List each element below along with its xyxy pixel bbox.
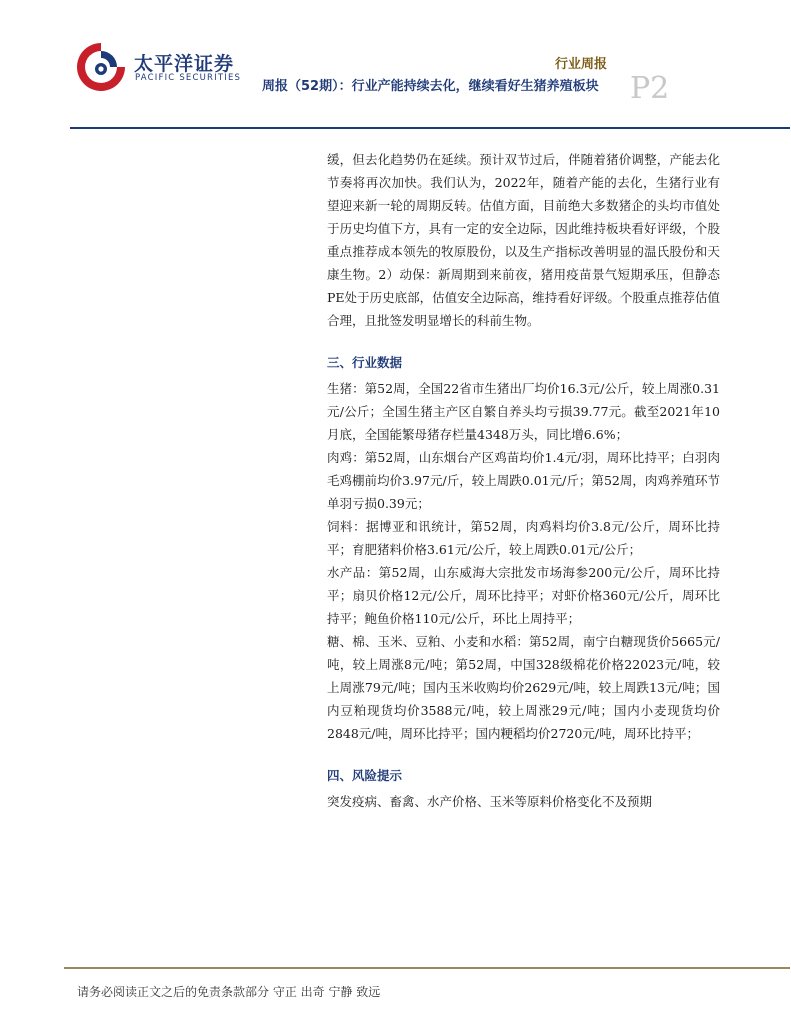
main-content xyxy=(327,148,720,813)
pacific-securities-logo-icon xyxy=(74,40,128,94)
intro-paragraph: 缓，但去化趋势仍在延续。预计双节过后，伴随着猪价调整，产能去化节奏将再次加快。我们认为，2022年，随着产能的去化，生猪行业有望迎来新一轮的周期反转。估值方面，目前绝大多数猪企的头均市值处于历史均值下方，具有一定的安全边际，因此维持板块看好评级，个股重点推荐成本领先的牧原股份，以及生产指标改善明显的温氏股份和天康生物。2）动保：新周期到来前夜，猪用疫苗景气短期承压，但静态PE处于历史底部，估值安全边际高，维持看好评级。个股重点推荐估值合理，且批签发明显增长的科前生物。 xyxy=(327,152,720,328)
data-item-broiler: 肉鸡：第52周，山东烟台产区鸡苗均价1.4元/羽，周环比持平；白羽肉毛鸡棚前均价3.97元/斤，较上周跌0.01元/斤；第52周，肉鸡养殖环节单羽亏损0.39元； xyxy=(327,450,720,511)
page-number: P2 xyxy=(630,71,670,106)
report-title: 周报（52期）：行业产能持续去化，继续看好生猪养殖板块 xyxy=(262,79,599,94)
logo-en-text: PACIFIC SECURITIES xyxy=(135,73,242,83)
footer-divider xyxy=(64,967,790,969)
report-category: 行业周报 xyxy=(555,57,608,72)
logo-cn-text: 太平洋证券 xyxy=(134,53,235,75)
data-item-commodities: 糖、棉、玉米、豆粕、小麦和水稻：第52周，南宁白糖现货价5665元/吨，较上周涨8元/吨；第52周，中国328级棉花价格22023元/吨，较上周涨79元/吨；国内玉米收购均价2629元/吨，较上周跌13元/吨；国内豆粕现货均价3588元/吨，较上周涨29元/吨；国内小麦现货均价2848元/吨，周环比持平；国内粳稻均价2720元/吨，周环比持平； xyxy=(327,634,720,741)
header-divider xyxy=(70,127,790,129)
logo xyxy=(74,40,249,94)
risk-text: 突发疫病、畜禽、水产价格、玉米等原料价格变化不及预期 xyxy=(327,794,653,809)
data-item-aquatic: 水产品：第52周，山东威海大宗批发市场海参200元/公斤，周环比持平；扇贝价格12元/公斤，周环比持平；对虾价格360元/公斤，周环比持平；鲍鱼价格110元/公斤，环比上周持平； xyxy=(327,565,720,626)
section-risk-title: 四、风险提示 xyxy=(327,768,403,783)
section-industry-data-title: 三、行业数据 xyxy=(327,355,403,370)
data-item-hog: 生猪：第52周，全国22省市生猪出厂均价16.3元/公斤，较上周涨0.31元/公斤；全国生猪主产区自繁自养头均亏损39.77元。截至2021年10月底，全国能繁母猪存栏量4348万头，同比增6.6%； xyxy=(327,381,720,442)
data-item-feed: 饲料：据博亚和讯统计，第52周，肉鸡料均价3.8元/公斤，周环比持平；育肥猪料价格3.61元/公斤，较上周跌0.01元/公斤； xyxy=(327,519,720,557)
footer-disclaimer: 请务必阅读正文之后的免责条款部分 守正 出奇 宁静 致远 xyxy=(77,985,381,999)
